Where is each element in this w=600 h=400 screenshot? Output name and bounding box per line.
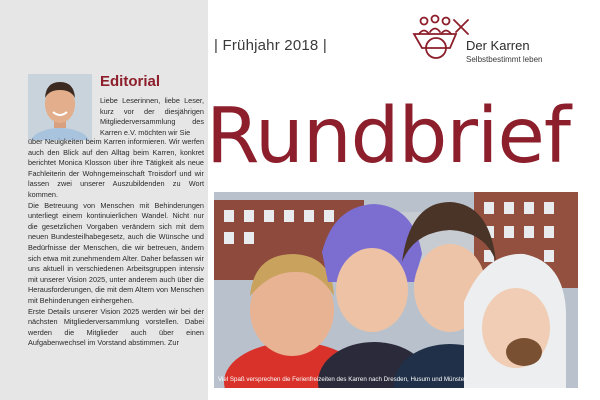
editorial-paragraph: Erste Details unserer Vision 2025 werden wir bei der nächsten Mitgliederversammlung vorstellen. Dabei werden die Mitglieder auch über einen Aufgabenwechsel im Vorstand abstimmen. Zur — [28, 306, 204, 348]
editorial-paragraph: über Neuigkeiten beim Karren informieren. Wir werfen auch den Blick auf den Alltag beim Karren, konkret berichtet Monica Klosson über ihre Tätigkeit als neue Fachleiterin der Wohngemeinschaft Troisdorf und wir lassen zwei unserer Auszubildenden zu Wort kommen. — [28, 137, 204, 199]
editorial-paragraph: Die Betreuung von Menschen mit Behinderungen unterliegt einem kontinuierlichen Wandel. Nicht nur die gesetzlichen Vorgaben verändern sich mit dem neuen Bundesteilhabegesetz, auch die Wünsche und Bedürfnisse der Menschen, die wir betreuen, ändern sich etwa mit zunehmendem Alter. Daher befassen wir uns aktuell in verschiedenen Arbeitsgruppen intensiv mit unserer Vision 2025, unter anderem auch über die Herausforderungen, die mit dem Altern von Menschen mit Behinderungen einhergehen. — [28, 200, 204, 305]
logo-name: Der Karren — [466, 38, 530, 53]
author-portrait — [28, 74, 92, 140]
cover-photo — [214, 192, 578, 388]
newsletter-title: Rundbrief — [206, 92, 570, 181]
issue-label: | Frühjahr 2018 | — [214, 37, 327, 54]
logo-tagline: Selbstbestimmt leben — [466, 55, 543, 64]
editorial-intro: Liebe Leserinnen, liebe Leser, kurz vor der diesjährigen Mitgliederversammlung des Karren e.V. möchten wir Sie — [100, 96, 204, 137]
editorial-body — [28, 137, 204, 349]
photo-caption: Viel Spaß versprechen die Ferienfreizeiten des Karren nach Dresden, Husum und Münster. — [218, 376, 468, 383]
editorial-title: Editorial — [100, 73, 161, 90]
